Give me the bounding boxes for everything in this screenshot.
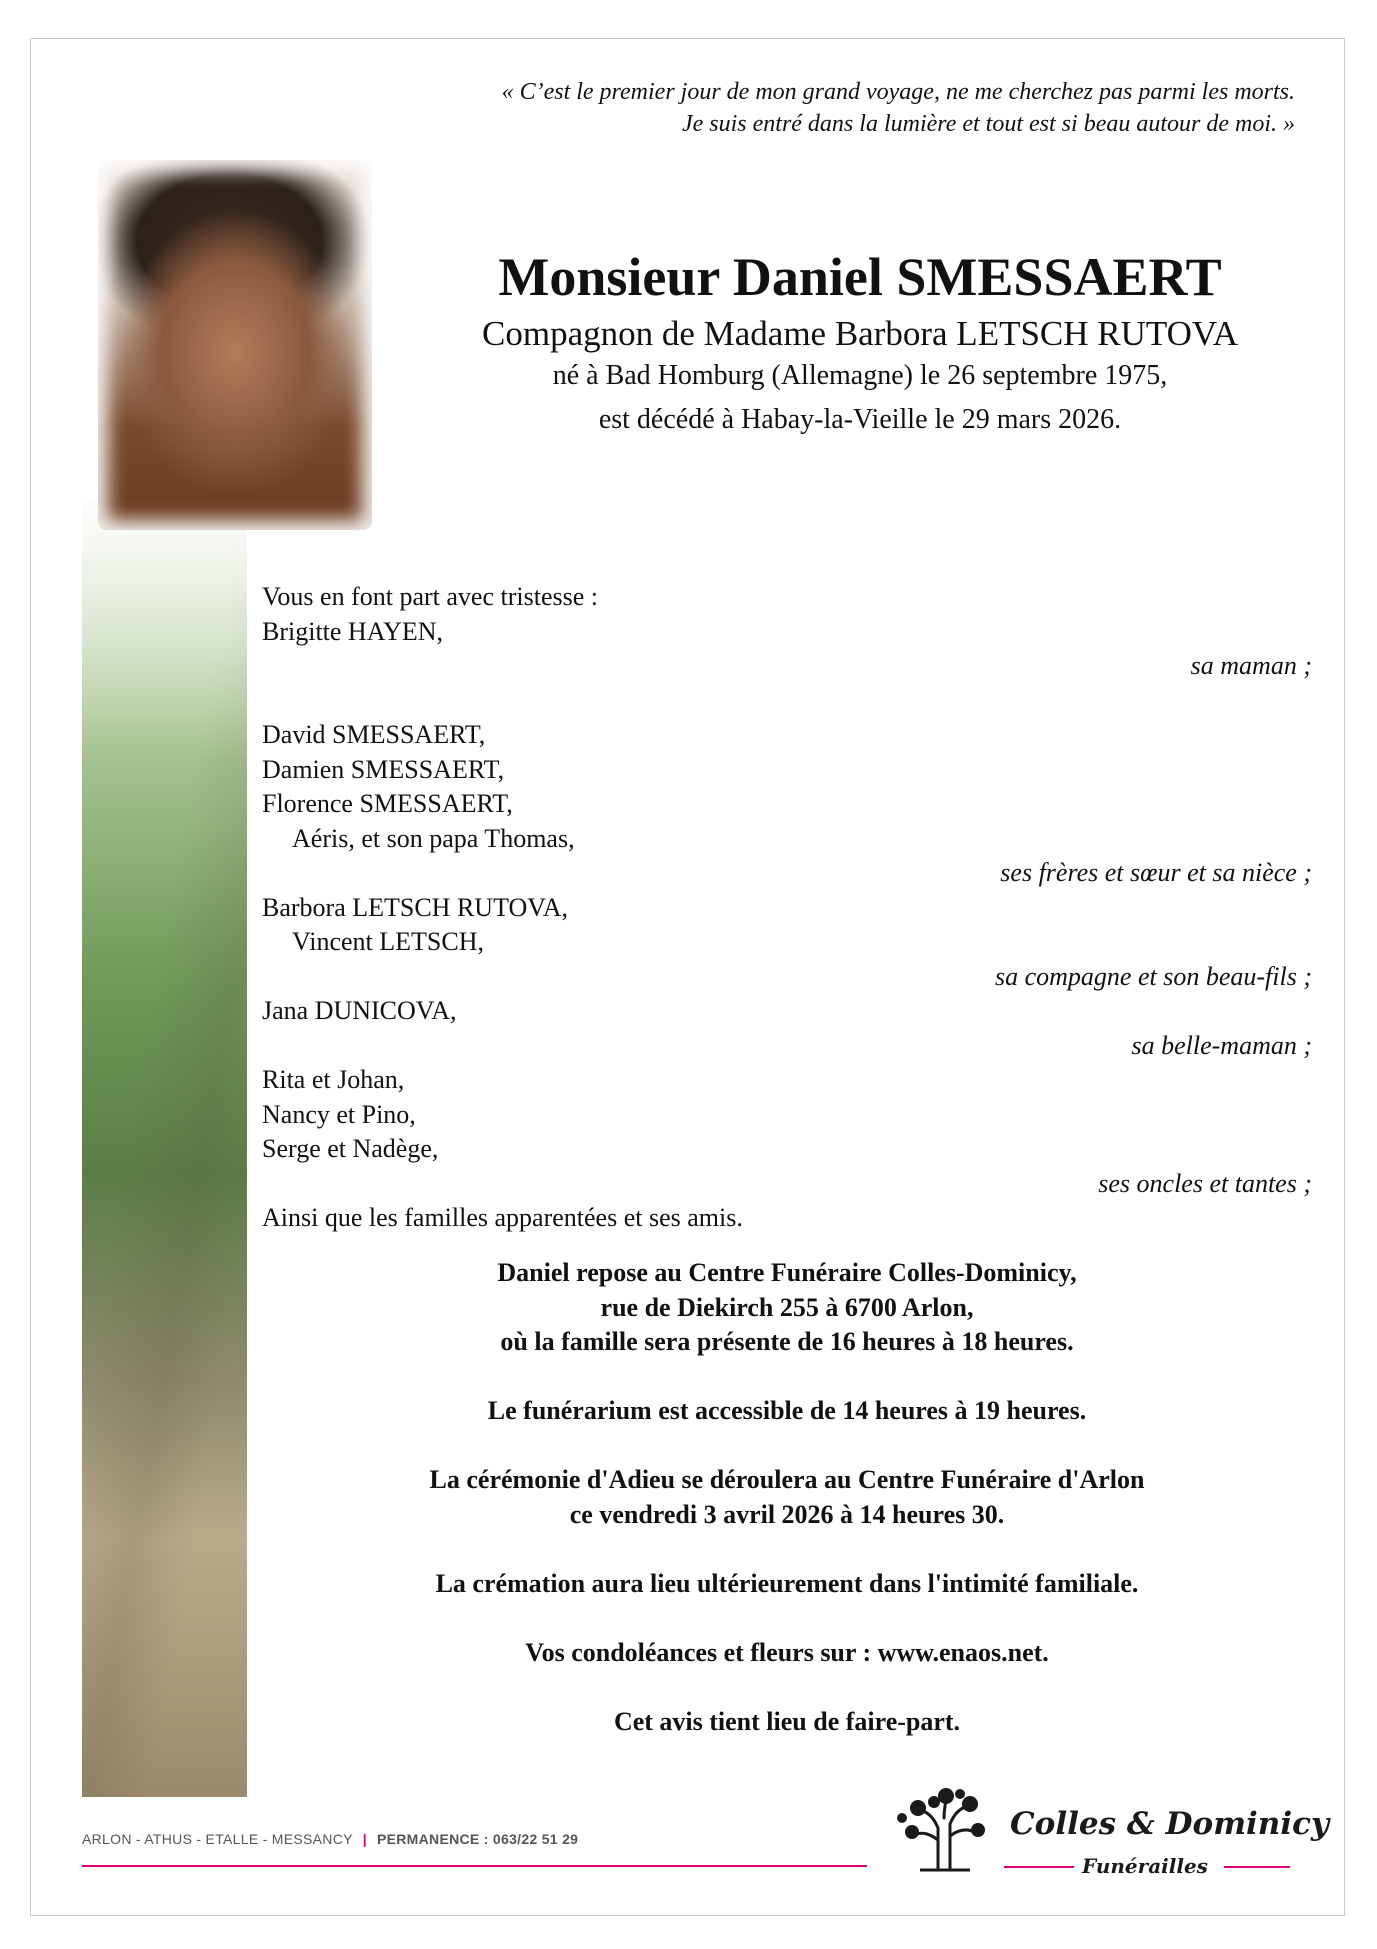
family-member: Rita et Johan, — [262, 1065, 405, 1094]
funeral-info — [262, 1256, 1312, 1774]
condolences-line: Vos condoléances et fleurs sur : www.enaos.net. — [525, 1637, 1049, 1667]
cremation-paragraph — [262, 1567, 1312, 1602]
ceremony-line-2: ce vendredi 3 avril 2026 à 14 heures 30. — [569, 1499, 1005, 1529]
cremation-line: La crémation aura lieu ultérieurement dans l'intimité familiale. — [435, 1568, 1139, 1598]
family-member: Damien SMESSAERT, — [262, 754, 505, 784]
family-member: Florence SMESSAERT, — [262, 789, 513, 818]
footer-permanence: PERMANENCE : 063/22 51 29 — [377, 1831, 579, 1847]
family-member: Serge et Nadège, — [262, 1134, 439, 1163]
ceremony-line-1: La cérémonie d'Adieu se déroulera au Centre Funéraire d'Arlon — [429, 1465, 1145, 1494]
repose-paragraph — [262, 1256, 1312, 1360]
tree-logo-icon — [890, 1788, 990, 1872]
relation-label: sa belle-maman ; — [1131, 1030, 1312, 1060]
brand-name: Colles & Dominicy — [1010, 1806, 1329, 1842]
quote-line-2: Je suis entré dans la lumière et tout est si beau autour de moi. » — [681, 111, 1295, 137]
quote-line-1: « C’est le premier jour de mon grand voyage, ne me cherchez pas parmi les morts. — [501, 79, 1295, 105]
companion-line: Compagnon de Madame Barbora LETSCH RUTOVA — [482, 314, 1238, 353]
family-intro: Vous en font part avec tristesse : — [262, 582, 598, 611]
family-member: David SMESSAERT, — [262, 720, 486, 749]
repose-line-3: où la famille sera présente de 16 heures à 18 heures. — [500, 1327, 1074, 1356]
epigraph-quote — [295, 76, 1295, 140]
forest-path-image — [82, 500, 247, 1797]
family-member: Vincent LETSCH, — [292, 927, 484, 956]
death-line: est décédé à Habay-la-Vieille le 29 mars 2026. — [598, 404, 1122, 435]
portrait-photo — [98, 160, 372, 530]
funerarium-line: Le funérarium est accessible de 14 heures à 19 heures. — [487, 1396, 1087, 1425]
family-member: Aéris, et son papa Thomas, — [292, 823, 575, 853]
footer-locations: ARLON - ATHUS - ETALLE - MESSANCY — [82, 1831, 353, 1847]
brand-accent-right — [1224, 1866, 1290, 1868]
notice-line: Cet avis tient lieu de faire-part. — [613, 1706, 961, 1736]
brand-subtitle: Funérailles — [1082, 1854, 1208, 1878]
condolences-paragraph — [262, 1636, 1312, 1671]
spacer — [262, 684, 1312, 719]
family-member: Nancy et Pino, — [262, 1099, 416, 1129]
ceremony-paragraph — [262, 1463, 1312, 1532]
footer-separator: | — [362, 1831, 367, 1847]
repose-line-2: rue de Diekirch 255 à 6700 Arlon, — [600, 1292, 974, 1322]
relation-label: sa maman ; — [1190, 651, 1312, 680]
funerarium-paragraph — [262, 1394, 1312, 1429]
family-member: Jana DUNICOVA, — [262, 996, 457, 1025]
relation-label: ses oncles et tantes ; — [1098, 1168, 1312, 1198]
family-closing: Ainsi que les familles apparentées et ses amis. — [262, 1203, 743, 1232]
family-member: Brigitte HAYEN, — [262, 616, 444, 646]
family-member: Barbora LETSCH RUTOVA, — [262, 892, 568, 922]
family-announcement — [262, 580, 1312, 1236]
birth-line: né à Bad Homburg (Allemagne) le 26 septembre 1975, — [552, 360, 1168, 391]
notice-paragraph — [262, 1705, 1312, 1740]
brand-accent-left — [1004, 1866, 1074, 1868]
relation-label: ses frères et sœur et sa nièce ; — [1000, 858, 1312, 887]
relation-label: sa compagne et son beau-fils ; — [994, 961, 1312, 991]
footer-accent-line — [82, 1865, 867, 1867]
deceased-name: Monsieur Daniel SMESSAERT — [498, 247, 1222, 307]
footer-contact — [82, 1831, 578, 1847]
repose-line-1: Daniel repose au Centre Funéraire Colles-Dominicy, — [497, 1258, 1077, 1287]
